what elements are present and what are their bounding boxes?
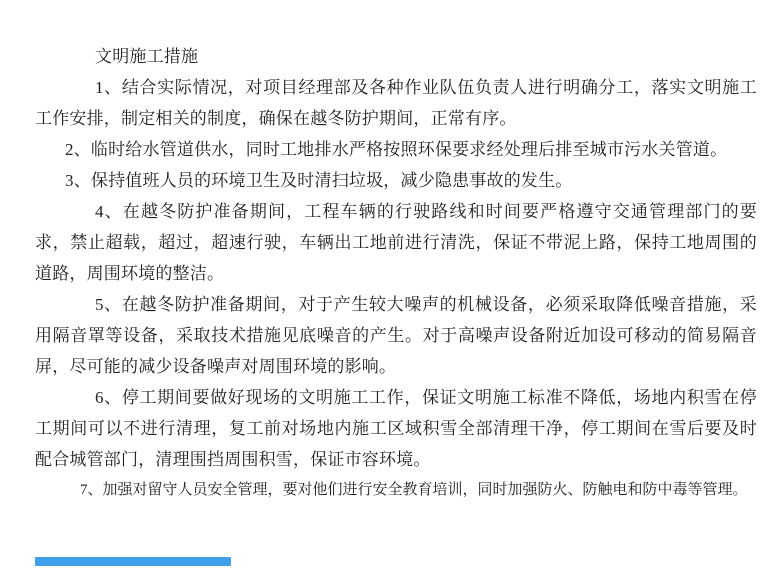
paragraph-7: 7、加强对留守人员安全管理，要对他们进行安全教育培训，同时加强防火、防触电和防中毒等管理。 bbox=[80, 482, 748, 498]
paragraph-3: 3、保持值班人员的环境卫生及时清扫垃圾，减少隐患事故的发生。 bbox=[65, 171, 573, 190]
paragraph-4: 4、在越冬防护准备期间，工程车辆的行驶路线和时间要严格遵守交通管理部门的要求，禁止超载，超过，超速行驶，车辆出工地前进行清洗，保证不带泥上路，保持工地周围的道路，周围环境的整洁。 bbox=[35, 202, 757, 283]
paragraph-5: 5、在越冬防护准备期间，对于产生较大噪声的机械设备，必须采取降低噪音措施，采用隔音罩等设备，采取技术措施见底噪音的产生。对于高噪声设备附近加设可移动的简易隔音屏，尽可能的减少设备噪声对周围环境的影响。 bbox=[35, 295, 757, 376]
paragraph-6: 6、停工期间要做好现场的文明施工工作，保证文明施工标准不降低，场地内积雪在停工期间可以不进行清理，复工前对场地内施工区域积雪全部清理干净，停工期间在雪后要及时配合城管部门，清理围挡周围积雪，保证市容环境。 bbox=[35, 388, 757, 469]
paragraph-2: 2、临时给水管道供水，同时工地排水严格按照环保要求经处理后排至城市污水关管道。 bbox=[65, 140, 728, 159]
paragraph-1: 1、结合实际情况，对项目经理部及各种作业队伍负责人进行明确分工，落实文明施工工作安排，制定相关的制度，确保在越冬防护期间，正常有序。 bbox=[35, 78, 757, 128]
document-title: 文明施工措施 bbox=[95, 47, 199, 66]
bottom-blue-bar bbox=[35, 557, 231, 566]
